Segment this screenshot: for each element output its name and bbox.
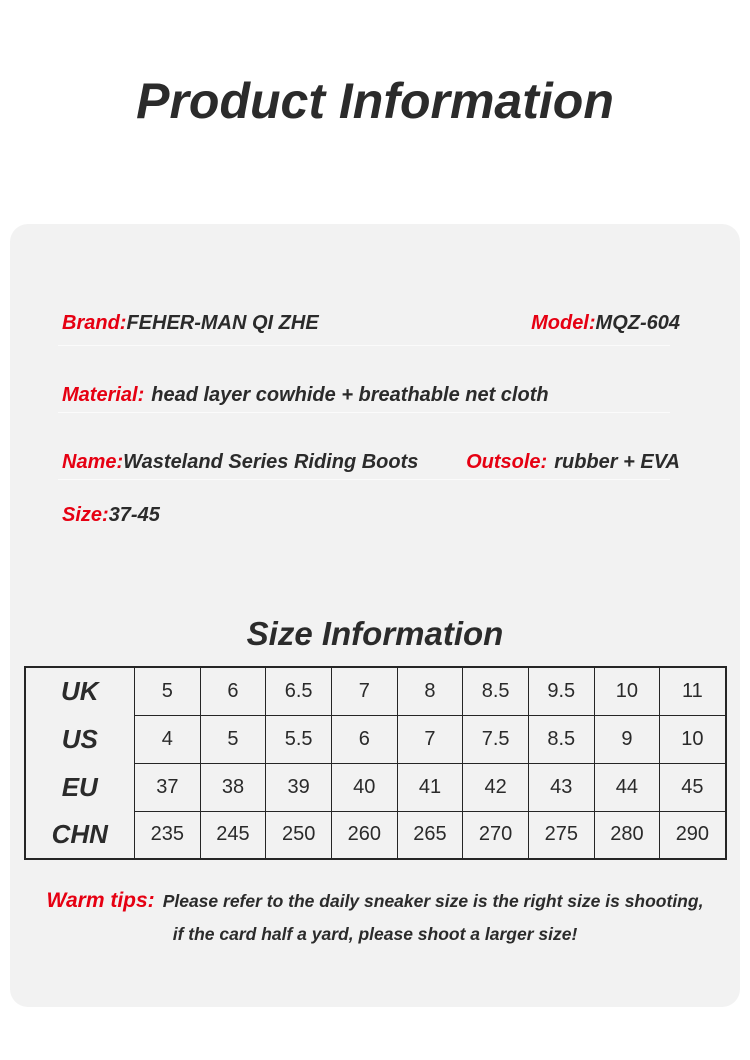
divider-line	[58, 345, 670, 346]
size-value-cell: 8.5	[463, 667, 529, 715]
size-value-cell: 8.5	[528, 715, 594, 763]
size-value-cell: 39	[266, 763, 332, 811]
name-value: Wasteland Series Riding Boots	[123, 451, 419, 473]
size-value-cell: 10	[594, 667, 660, 715]
size-value-cell: 270	[463, 811, 529, 859]
size-value-cell: 42	[463, 763, 529, 811]
size-standard-label: US	[25, 715, 135, 763]
size-value-cell: 290	[660, 811, 726, 859]
size-value-cell: 275	[528, 811, 594, 859]
size-value-cell: 38	[200, 763, 266, 811]
outsole-spec	[466, 449, 680, 475]
size-value-cell: 280	[594, 811, 660, 859]
size-standard-label: CHN	[25, 811, 135, 859]
size-value-cell: 5	[135, 667, 201, 715]
warm-tips-block	[10, 888, 740, 947]
warm-tips-text1: Please refer to the daily sneaker size is the right size is shooting,	[162, 891, 704, 911]
size-conversion-table	[24, 666, 727, 860]
material-row	[62, 382, 680, 408]
name-outsole-row	[62, 449, 680, 475]
model-value: MQZ-604	[595, 312, 680, 334]
size-value-cell: 43	[528, 763, 594, 811]
size-value-cell: 6	[200, 667, 266, 715]
size-table-row	[25, 715, 726, 763]
size-value-cell: 7	[331, 667, 397, 715]
size-value-cell: 9.5	[528, 667, 594, 715]
material-label: Material:	[62, 384, 145, 406]
size-value-cell: 7.5	[463, 715, 529, 763]
name-spec	[62, 449, 418, 475]
size-value: 37-45	[108, 504, 160, 526]
outsole-value: rubber + EVA	[554, 451, 680, 473]
material-spec	[62, 382, 549, 408]
size-value-cell: 6.5	[266, 667, 332, 715]
size-label: Size:	[62, 504, 109, 526]
size-value-cell: 45	[660, 763, 726, 811]
size-table-row	[25, 763, 726, 811]
size-information-heading: Size Information	[246, 615, 504, 652]
size-value-cell: 11	[660, 667, 726, 715]
warm-tips-label: Warm tips:	[46, 889, 155, 912]
warm-tips-line2: if the card half a yard, please shoot a larger size!	[172, 924, 578, 944]
divider-line	[58, 479, 670, 480]
brand-value: FEHER-MAN QI ZHE	[126, 312, 319, 334]
product-info-card	[10, 224, 740, 1007]
size-value-cell: 9	[594, 715, 660, 763]
size-value-cell: 37	[135, 763, 201, 811]
size-value-cell: 250	[266, 811, 332, 859]
size-standard-label: EU	[25, 763, 135, 811]
size-value-cell: 41	[397, 763, 463, 811]
size-value-cell: 44	[594, 763, 660, 811]
model-spec	[531, 310, 680, 336]
size-table-row	[25, 811, 726, 859]
size-value-cell: 8	[397, 667, 463, 715]
warm-tips-line1	[10, 888, 740, 914]
size-row	[62, 502, 680, 528]
outsole-label: Outsole:	[466, 451, 548, 473]
size-value-cell: 265	[397, 811, 463, 859]
model-label: Model:	[531, 312, 596, 334]
size-spec	[62, 502, 160, 528]
size-value-cell: 260	[331, 811, 397, 859]
size-value-cell: 7	[397, 715, 463, 763]
size-standard-label: UK	[25, 667, 135, 715]
size-value-cell: 4	[135, 715, 201, 763]
name-label: Name:	[62, 451, 124, 473]
size-value-cell: 5.5	[266, 715, 332, 763]
size-value-cell: 10	[660, 715, 726, 763]
divider-line	[58, 412, 670, 413]
brand-spec	[62, 310, 319, 336]
page-title: Product Information	[136, 73, 614, 129]
material-value: head layer cowhide + breathable net cloth	[151, 384, 549, 406]
size-value-cell: 40	[331, 763, 397, 811]
size-value-cell: 6	[331, 715, 397, 763]
brand-model-row	[62, 310, 680, 336]
size-value-cell: 5	[200, 715, 266, 763]
size-table-row	[25, 667, 726, 715]
size-value-cell: 235	[135, 811, 201, 859]
brand-label: Brand:	[62, 312, 127, 334]
size-value-cell: 245	[200, 811, 266, 859]
